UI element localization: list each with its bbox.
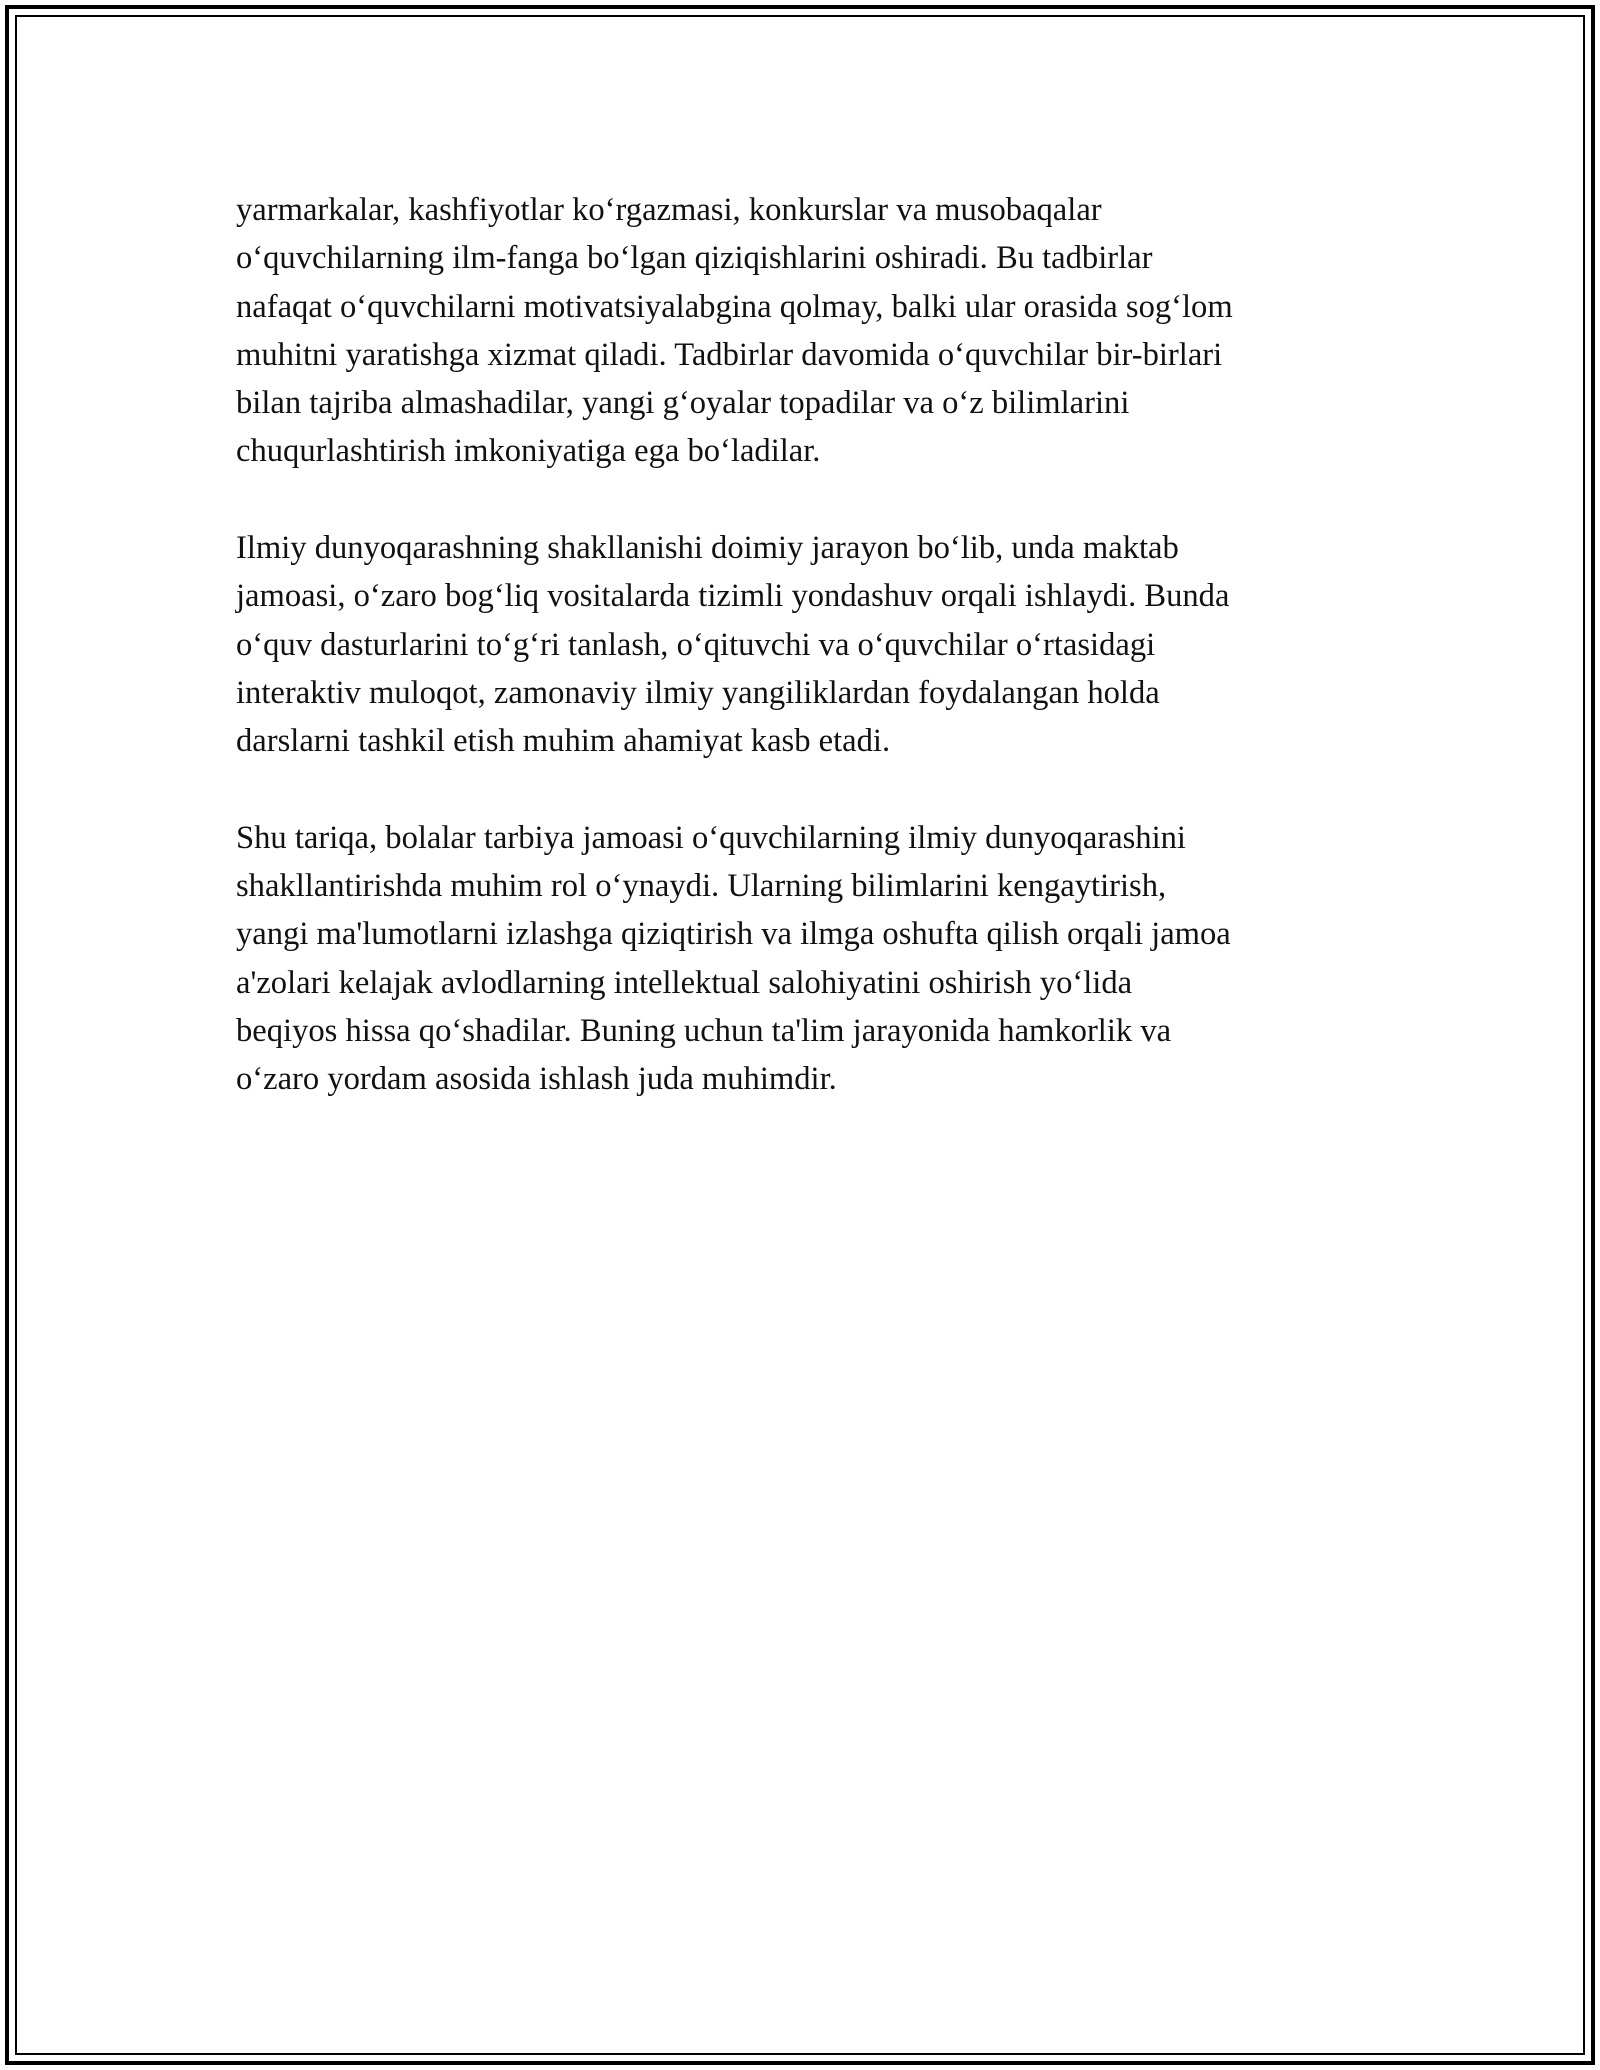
paragraph-line: a'zolari kelajak avlodlarning intellektual salohiyatini oshirish yo‘lida (236, 964, 1133, 1001)
paragraph-line: bilan tajriba almashadilar, yangi g‘oyalar topadilar va o‘z bilimlarini (236, 385, 1130, 422)
paragraph-line: jamoasi, o‘zaro bog‘liq vositalarda tizimli yondashuv orqali ishlaydi. Bunda (236, 578, 1230, 615)
paragraph-line: yarmarkalar, kashfiyotlar ko‘rgazmasi, konkurslar va musobaqalar (236, 192, 1102, 228)
paragraph-1 (236, 186, 1386, 476)
paragraph-line: o‘quvchilarning ilm-fanga bo‘lgan qiziqishlarini oshiradi. Bu tadbirlar (236, 240, 1153, 277)
paragraph-line: muhitni yaratishga xizmat qiladi. Tadbirlar davomida o‘quvchilar bir-birlari (236, 336, 1223, 373)
paragraph-line: Ilmiy dunyoqarashning shakllanishi doimiy jarayon bo‘lib, unda maktab (236, 530, 1179, 567)
paragraph-line: yangi ma'lumotlarni izlashga qiziqtirish va ilmga oshufta qilish orqali jamoa (236, 916, 1231, 953)
paragraph-line: shakllantirishda muhim rol o‘ynaydi. Ularning bilimlarini kengaytirish, (236, 868, 1167, 905)
paragraph-line: darslarni tashkil etish muhim ahamiyat kasb etadi. (236, 723, 891, 760)
paragraph-line: beqiyos hissa qo‘shadilar. Buning uchun ta'lim jarayonida hamkorlik va (236, 1013, 1172, 1050)
paragraph-2 (236, 524, 1386, 765)
paragraph-line: nafaqat o‘quvchilarni motivatsiyalabgina qolmay, balki ular orasida sog‘lom (236, 288, 1233, 325)
paragraph-line: o‘quv dasturlarini to‘g‘ri tanlash, o‘qituvchi va o‘quvchilar o‘rtasidagi (236, 626, 1156, 663)
paragraph-line: chuqurlashtirish imkoniyatiga ega bo‘ladilar. (236, 433, 821, 470)
paragraph-line: o‘zaro yordam asosida ishlash juda muhimdir. (236, 1061, 837, 1098)
paragraph-3 (236, 814, 1386, 1104)
paragraph-line: interaktiv muloqot, zamonaviy ilmiy yangiliklardan foydalangan holda (236, 674, 1160, 711)
document-body (236, 186, 1386, 1152)
paragraph-line: Shu tariqa, bolalar tarbiya jamoasi o‘quvchilarning ilmiy dunyoqarashini (236, 819, 1186, 856)
